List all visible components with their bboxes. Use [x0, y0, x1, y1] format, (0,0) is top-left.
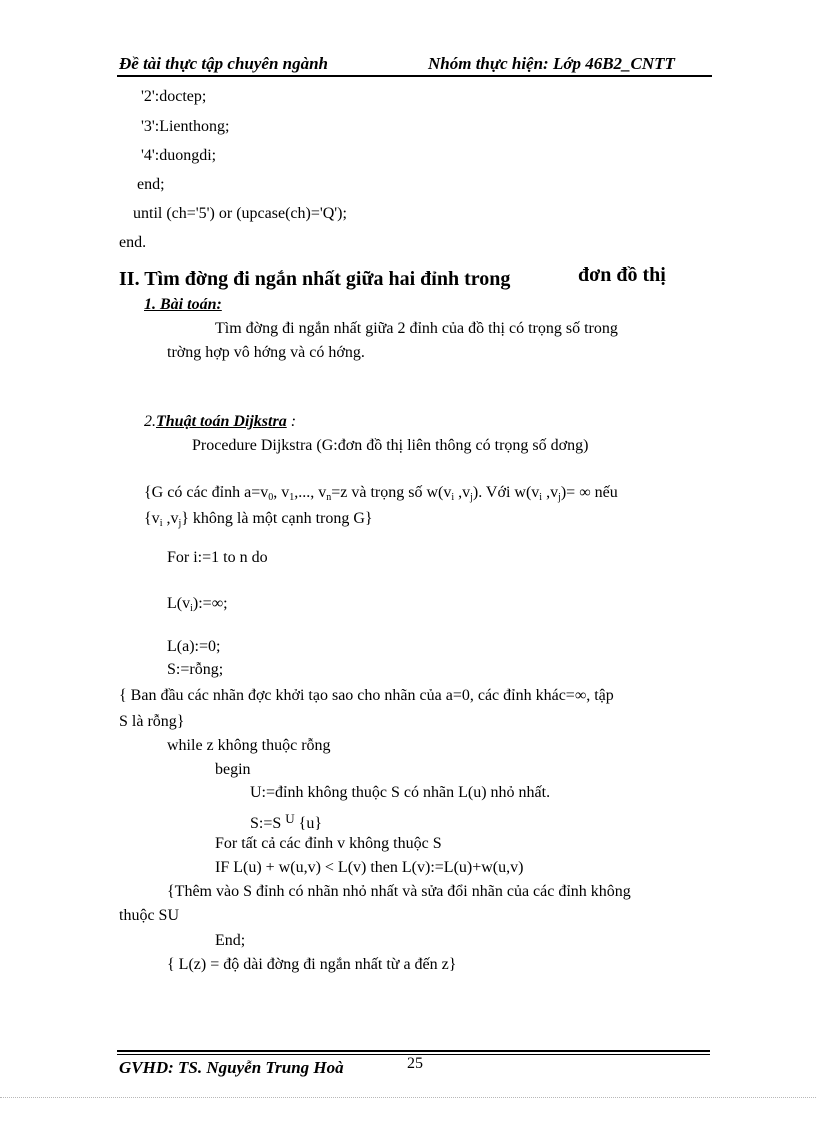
- problem-heading-text: 1. Bài toán:: [144, 296, 222, 313]
- begin-line: begin: [215, 761, 251, 778]
- spec-text: } không là một cạnh trong G}: [181, 510, 373, 527]
- spec-text: ,v: [454, 484, 471, 501]
- init-l-sub: i: [190, 603, 193, 614]
- comment-1-line-1: { Ban đầu các nhãn đợc khởi tạo sao cho nhãn của a=0, các đỉnh khác=∞, tập: [119, 687, 614, 704]
- section-title-tail: đơn đồ thị: [578, 264, 666, 286]
- while-line: while z không thuộc rỗng: [167, 737, 331, 754]
- algo-heading-text: Thuật toán Dijkstra: [156, 413, 287, 430]
- init-l-text: ):=∞;: [192, 595, 228, 612]
- algo-num: 2.: [144, 413, 156, 430]
- footer-rule-top: [117, 1050, 710, 1052]
- spec-text: ). Với w(v: [472, 484, 540, 501]
- end-line: End;: [215, 932, 246, 949]
- page-number: 25: [407, 1055, 423, 1072]
- spec-text: =z và trọng số w(v: [331, 484, 452, 501]
- comment-2-line-1: {Thêm vào S đỉnh có nhãn nhỏ nhất và sửa đổi nhãn của các đỉnh không: [167, 883, 631, 900]
- spec-sub: 0: [268, 492, 274, 503]
- section-title: II. Tìm đờng đi ngắn nhất giữa hai đỉnh trong: [119, 268, 511, 290]
- u-assign: U:=đỉnh không thuộc S có nhãn L(u) nhỏ nhất.: [250, 784, 551, 801]
- procedure-line: Procedure Dijkstra (G:đơn đồ thị liên thông có trọng số dơng): [192, 437, 589, 454]
- header-right: Nhóm thực hiện: Lớp 46B2_CNTT: [428, 54, 675, 73]
- code-line-end: end;: [137, 176, 165, 193]
- algo-colon: :: [286, 413, 297, 430]
- spec-text: , v: [273, 484, 290, 501]
- footer-gvhd: GVHD: TS. Nguyễn Trung Hoà: [119, 1058, 344, 1077]
- init-s: S:=rỗng;: [167, 661, 224, 678]
- for-all-line: For tất cả các đỉnh v không thuộc S: [215, 835, 442, 852]
- spec-text: ,v: [542, 484, 559, 501]
- code-line-2: '2':doctep;: [141, 88, 207, 105]
- spec-text: {G có các đỉnh a=v: [144, 484, 269, 501]
- spec-sub: i: [539, 492, 543, 503]
- problem-line-2: trờng hợp vô hớng và có hớng.: [167, 344, 365, 361]
- page-edge-dotted-line: [0, 1097, 816, 1098]
- init-l: [167, 595, 228, 613]
- if-line: IF L(u) + w(u,v) < L(v) then L(v):=L(u)+w(u,v): [215, 859, 524, 876]
- header-left: Đề tài thực tập chuyên ngành: [119, 54, 329, 73]
- spec-sub: j: [470, 492, 473, 503]
- spec-sub: j: [558, 492, 561, 503]
- spec-line-1: [144, 484, 618, 502]
- code-line-3: '3':Lienthong;: [141, 118, 230, 135]
- union-symbol: U: [285, 811, 295, 826]
- spec-text: ,..., v: [294, 484, 327, 501]
- spec-sub: 1: [289, 492, 295, 503]
- spec-text: {v: [144, 510, 160, 527]
- spec-line-2: [144, 510, 373, 528]
- spec-text: ,v: [162, 510, 179, 527]
- code-line-end-dot: end.: [119, 234, 147, 251]
- result-line: { L(z) = độ dài đờng đi ngắn nhất từ a đến z}: [167, 956, 457, 973]
- s-assign-text: {u}: [294, 815, 323, 832]
- spec-sub: i: [451, 492, 455, 503]
- problem-line-1: Tìm đờng đi ngắn nhất giữa 2 đỉnh của đồ thị có trọng số trong: [215, 320, 618, 337]
- code-line-until: until (ch='5') or (upcase(ch)='Q');: [133, 205, 347, 222]
- spec-sub: n: [326, 492, 332, 503]
- problem-heading: [144, 296, 222, 314]
- comment-2-line-2: thuộc SU: [119, 907, 179, 924]
- init-la: L(a):=0;: [167, 638, 221, 655]
- comment-1-line-2: S là rỗng}: [119, 713, 185, 730]
- code-line-4: '4':duongdi;: [141, 147, 217, 164]
- algo-heading: [144, 413, 296, 431]
- spec-text: )= ∞ nếu: [560, 484, 618, 501]
- spec-sub: i: [159, 518, 163, 529]
- init-l-text: L(v: [167, 595, 191, 612]
- s-assign: [250, 810, 322, 833]
- header-rule: [117, 75, 712, 77]
- spec-sub: j: [178, 518, 182, 529]
- s-assign-text: S:=S: [250, 815, 286, 832]
- for-loop: For i:=1 to n do: [167, 549, 268, 566]
